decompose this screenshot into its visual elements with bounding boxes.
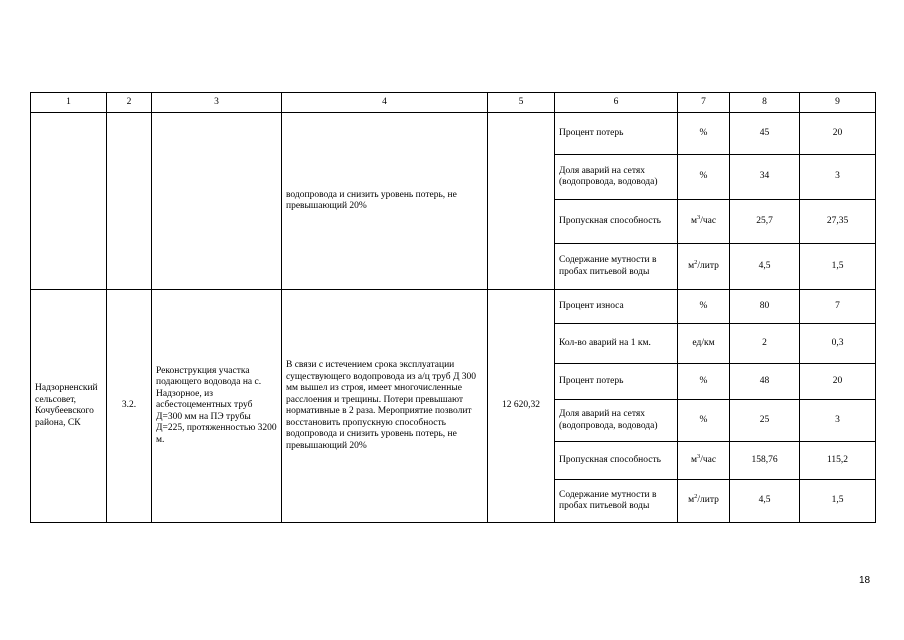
value-cell: 2 [730,324,800,364]
value-cell: 3 [800,155,876,200]
value-cell: 80 [730,290,800,324]
indicator-cell: Процент потерь [555,113,678,155]
indicator-cell: Процент потерь [555,364,678,400]
table-row [31,113,876,155]
cost-cell: 12 620,32 [488,290,555,523]
indicator-cell: Пропускная способность [555,442,678,480]
value-cell: 4,5 [730,480,800,523]
column-number-header [31,93,876,113]
justification-cell: водопровода и снизить уровень потерь, не превышающий 20% [282,113,488,290]
unit-cell: % [678,290,730,324]
value-cell: 7 [800,290,876,324]
unit-base: м [690,454,697,465]
unit-base: м [688,495,695,506]
indicator-cell: Доля аварий на сетях (водопровода, водовода) [555,400,678,442]
value-cell: 158,76 [730,442,800,480]
unit-suffix: /литр [697,260,719,271]
unit-cell: % [678,364,730,400]
header-cell: 1 [31,93,107,113]
unit-cell [678,244,730,290]
header-cell: 7 [678,93,730,113]
indicator-cell: Процент износа [555,290,678,324]
unit-suffix: /час [700,454,717,465]
value-cell: 1,5 [800,244,876,290]
header-cell: 9 [800,93,876,113]
value-cell: 1,5 [800,480,876,523]
header-cell: 8 [730,93,800,113]
unit-cell: % [678,400,730,442]
value-cell: 25 [730,400,800,442]
number-cell: 3.2. [107,290,152,523]
header-cell: 4 [282,93,488,113]
header-cell: 2 [107,93,152,113]
value-cell: 27,35 [800,200,876,244]
indicator-cell: Содержание мутности в пробах питьевой воды [555,480,678,523]
value-cell: 48 [730,364,800,400]
unit-suffix: /час [700,215,717,226]
unit-superscript: 2 [694,493,698,501]
value-cell: 0,3 [800,324,876,364]
unit-cell [678,442,730,480]
value-cell: 25,7 [730,200,800,244]
value-cell: 4,5 [730,244,800,290]
unit-superscript: 2 [694,258,698,266]
unit-cell: ед/км [678,324,730,364]
number-cell-empty [107,113,152,290]
unit-cell: % [678,155,730,200]
table-row [31,290,876,324]
unit-base: м [688,260,695,271]
page-number: 18 [859,575,871,586]
indicator-cell: Доля аварий на сетях (водопровода, водовода) [555,155,678,200]
unit-cell [678,480,730,523]
indicator-cell: Пропускная способность [555,200,678,244]
value-cell: 115,2 [800,442,876,480]
unit-cell: % [678,113,730,155]
indicator-cell: Содержание мутности в пробах питьевой воды [555,244,678,290]
indicator-cell: Кол-во аварий на 1 км. [555,324,678,364]
unit-superscript: 3 [696,452,701,460]
municipality-cell: Надзорненский сельсовет, Кочубеевского района, СК [31,290,107,523]
unit-base: м [690,215,697,226]
municipality-cell-empty [31,113,107,290]
value-cell: 20 [800,113,876,155]
unit-superscript: 3 [696,213,701,221]
project-cell: Реконструкция участка подающего водовода на с. Надзорное, из асбестоцементных труб Д=300 мм на ПЭ трубы Д=225, протяженностью 3200 м. [152,290,282,523]
unit-suffix: /литр [697,495,719,506]
value-cell: 3 [800,400,876,442]
investment-table [30,92,876,523]
header-cell: 5 [488,93,555,113]
value-cell: 20 [800,364,876,400]
project-cell-empty [152,113,282,290]
cost-cell-empty [488,113,555,290]
value-cell: 34 [730,155,800,200]
unit-cell [678,200,730,244]
justification-cell: В связи с истечением срока эксплуатации существующего водопровода из а/ц труб Д 300 мм вышел из строя, имеет многочисленные расслоения и трещины. Потери превышают нормативные в 2 раза. Мероприятие позволит восстановить пропускную способность водопровода и снизить уровень потерь, не превышающий 20% [282,290,488,523]
header-cell: 6 [555,93,678,113]
header-cell: 3 [152,93,282,113]
value-cell: 45 [730,113,800,155]
